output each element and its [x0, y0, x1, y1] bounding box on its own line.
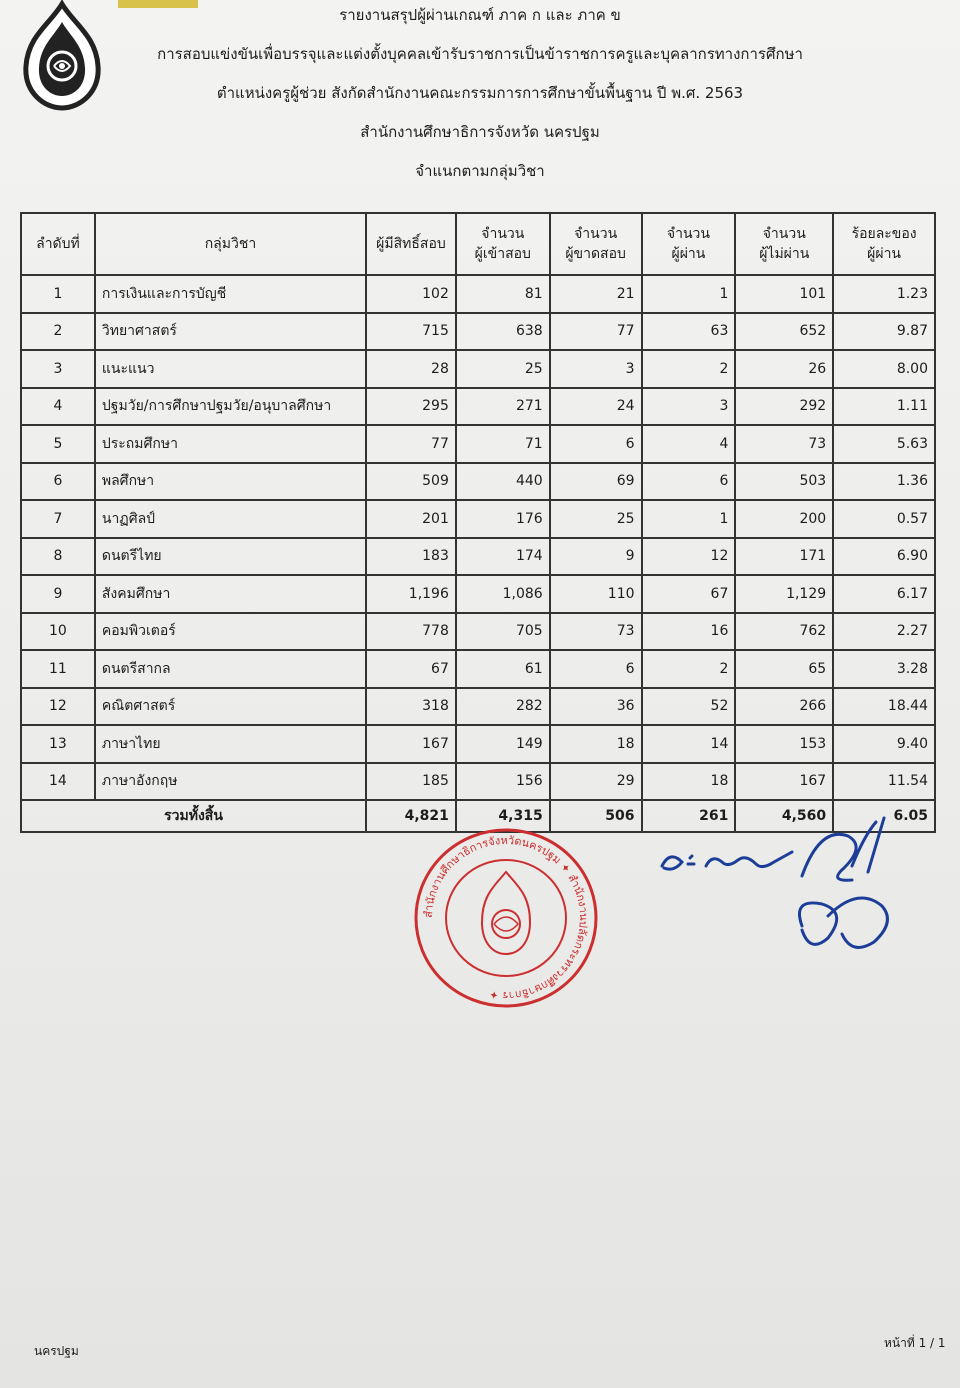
cell-subject: ภาษาอังกฤษ — [95, 763, 366, 801]
cell-eligible: 183 — [366, 538, 456, 576]
cell-eligible: 318 — [366, 688, 456, 726]
cell-eligible: 167 — [366, 725, 456, 763]
cell-subject: คณิตศาสตร์ — [95, 688, 366, 726]
cell-failed: 26 — [735, 350, 833, 388]
cell-eligible: 185 — [366, 763, 456, 801]
cell-eligible: 715 — [366, 313, 456, 351]
table-row — [21, 500, 935, 538]
table-row — [21, 575, 935, 613]
cell-failed: 65 — [735, 650, 833, 688]
table-row — [21, 425, 935, 463]
cell-failed: 167 — [735, 763, 833, 801]
cell-seq: 12 — [21, 688, 95, 726]
footer-province: นครปฐม — [34, 1344, 79, 1358]
total-absent: 506 — [550, 800, 642, 832]
cell-attended: 174 — [456, 538, 550, 576]
cell-pass-percent: 1.23 — [833, 275, 935, 313]
table-row — [21, 650, 935, 688]
cell-eligible: 67 — [366, 650, 456, 688]
official-seal-stamp — [412, 826, 600, 1010]
svg-text:สำนักงานศึกษาธิการจังหวัดนครปฐ: สำนักงานศึกษาธิการจังหวัดนครปฐม ✦ สำนักงานปลัดกระทรวงศึกษาธิการ ✦ — [421, 833, 591, 1003]
cell-seq: 11 — [21, 650, 95, 688]
cell-passed: 2 — [642, 350, 736, 388]
cell-seq: 10 — [21, 613, 95, 651]
report-office: สำนักงานศึกษาธิการจังหวัด นครปฐม — [360, 123, 600, 141]
cell-absent: 6 — [550, 425, 642, 463]
cell-pass-percent: 6.90 — [833, 538, 935, 576]
table-row — [21, 463, 935, 501]
summary-table — [20, 212, 936, 833]
report-title: รายงานสรุปผู้ผ่านเกณฑ์ ภาค ก และ ภาค ข — [339, 6, 621, 24]
cell-attended: 440 — [456, 463, 550, 501]
total-failed: 4,560 — [735, 800, 833, 832]
cell-passed: 4 — [642, 425, 736, 463]
table-row — [21, 388, 935, 426]
cell-eligible: 102 — [366, 275, 456, 313]
cell-subject: ปฐมวัย/การศึกษาปฐมวัย/อนุบาลศึกษา — [95, 388, 366, 426]
table-row — [21, 613, 935, 651]
cell-absent: 9 — [550, 538, 642, 576]
cell-pass-percent: 8.00 — [833, 350, 935, 388]
cell-subject: ประถมศึกษา — [95, 425, 366, 463]
col-header-attended: จำนวน ผู้เข้าสอบ — [456, 213, 550, 275]
cell-absent: 29 — [550, 763, 642, 801]
cell-absent: 3 — [550, 350, 642, 388]
col-header-seq: ลำดับที่ — [21, 213, 95, 275]
cell-failed: 292 — [735, 388, 833, 426]
cell-passed: 6 — [642, 463, 736, 501]
cell-attended: 81 — [456, 275, 550, 313]
cell-subject: การเงินและการบัญชี — [95, 275, 366, 313]
cell-subject: สังคมศึกษา — [95, 575, 366, 613]
cell-failed: 153 — [735, 725, 833, 763]
cell-passed: 18 — [642, 763, 736, 801]
col-header-absent: จำนวน ผู้ขาดสอบ — [550, 213, 642, 275]
ministry-emblem-icon — [14, 0, 110, 112]
table-row — [21, 538, 935, 576]
cell-attended: 1,086 — [456, 575, 550, 613]
cell-subject: ดนตรีสากล — [95, 650, 366, 688]
cell-failed: 200 — [735, 500, 833, 538]
cell-passed: 52 — [642, 688, 736, 726]
cell-failed: 762 — [735, 613, 833, 651]
footer-page-number: หน้าที่ 1 / 1 — [884, 1336, 946, 1350]
total-eligible: 4,821 — [366, 800, 456, 832]
table-row — [21, 275, 935, 313]
cell-passed: 1 — [642, 275, 736, 313]
cell-absent: 73 — [550, 613, 642, 651]
cell-eligible: 295 — [366, 388, 456, 426]
cell-pass-percent: 1.36 — [833, 463, 935, 501]
cell-seq: 1 — [21, 275, 95, 313]
cell-pass-percent: 2.27 — [833, 613, 935, 651]
cell-attended: 282 — [456, 688, 550, 726]
cell-absent: 21 — [550, 275, 642, 313]
cell-passed: 3 — [642, 388, 736, 426]
cell-eligible: 778 — [366, 613, 456, 651]
cell-subject: แนะแนว — [95, 350, 366, 388]
cell-passed: 14 — [642, 725, 736, 763]
cell-passed: 12 — [642, 538, 736, 576]
cell-absent: 36 — [550, 688, 642, 726]
cell-eligible: 509 — [366, 463, 456, 501]
cell-eligible: 201 — [366, 500, 456, 538]
cell-pass-percent: 5.63 — [833, 425, 935, 463]
cell-absent: 18 — [550, 725, 642, 763]
cell-absent: 24 — [550, 388, 642, 426]
cell-passed: 16 — [642, 613, 736, 651]
cell-eligible: 1,196 — [366, 575, 456, 613]
table-body — [21, 275, 935, 800]
cell-subject: ภาษาไทย — [95, 725, 366, 763]
report-subtitle: การสอบแข่งขันเพื่อบรรจุและแต่งตั้งบุคคลเข้ารับราชการเป็นข้าราชการครูและบุคลากรทางการศึกษา — [157, 45, 803, 63]
table-row — [21, 725, 935, 763]
cell-seq: 8 — [21, 538, 95, 576]
cell-pass-percent: 18.44 — [833, 688, 935, 726]
cell-pass-percent: 9.87 — [833, 313, 935, 351]
cell-seq: 7 — [21, 500, 95, 538]
cell-seq: 14 — [21, 763, 95, 801]
cell-attended: 61 — [456, 650, 550, 688]
cell-attended: 638 — [456, 313, 550, 351]
col-header-pass-percent: ร้อยละของ ผู้ผ่าน — [833, 213, 935, 275]
table-row — [21, 688, 935, 726]
cell-subject: พลศึกษา — [95, 463, 366, 501]
cell-seq: 13 — [21, 725, 95, 763]
cell-passed: 63 — [642, 313, 736, 351]
cell-pass-percent: 1.11 — [833, 388, 935, 426]
signature — [652, 806, 912, 956]
cell-absent: 77 — [550, 313, 642, 351]
table-row — [21, 350, 935, 388]
cell-pass-percent: 3.28 — [833, 650, 935, 688]
col-header-passed: จำนวน ผู้ผ่าน — [642, 213, 736, 275]
cell-failed: 266 — [735, 688, 833, 726]
cell-subject: ดนตรีไทย — [95, 538, 366, 576]
cell-passed: 2 — [642, 650, 736, 688]
cell-attended: 25 — [456, 350, 550, 388]
report-position: ตำแหน่งครูผู้ช่วย สังกัดสำนักงานคณะกรรมการการศึกษาขั้นพื้นฐาน ปี พ.ศ. 2563 — [216, 84, 744, 102]
cell-pass-percent: 6.17 — [833, 575, 935, 613]
col-header-eligible: ผู้มีสิทธิ์สอบ — [366, 213, 456, 275]
cell-pass-percent: 11.54 — [833, 763, 935, 801]
cell-attended: 156 — [456, 763, 550, 801]
total-label: รวมทั้งสิ้น — [21, 800, 366, 832]
cell-attended: 271 — [456, 388, 550, 426]
cell-subject: วิทยาศาสตร์ — [95, 313, 366, 351]
col-header-subject: กลุ่มวิชา — [95, 213, 366, 275]
cell-failed: 503 — [735, 463, 833, 501]
table-row — [21, 313, 935, 351]
cell-absent: 69 — [550, 463, 642, 501]
cell-passed: 1 — [642, 500, 736, 538]
cell-seq: 3 — [21, 350, 95, 388]
total-passed: 261 — [642, 800, 736, 832]
cell-attended: 149 — [456, 725, 550, 763]
cell-eligible: 28 — [366, 350, 456, 388]
col-header-failed: จำนวน ผู้ไม่ผ่าน — [735, 213, 833, 275]
total-attended: 4,315 — [456, 800, 550, 832]
cell-pass-percent: 0.57 — [833, 500, 935, 538]
cell-seq: 2 — [21, 313, 95, 351]
cell-absent: 25 — [550, 500, 642, 538]
cell-attended: 176 — [456, 500, 550, 538]
cell-failed: 1,129 — [735, 575, 833, 613]
cell-failed: 101 — [735, 275, 833, 313]
cell-eligible: 77 — [366, 425, 456, 463]
cell-seq: 4 — [21, 388, 95, 426]
cell-seq: 5 — [21, 425, 95, 463]
cell-passed: 67 — [642, 575, 736, 613]
cell-failed: 652 — [735, 313, 833, 351]
total-pass-percent: 6.05 — [833, 800, 935, 832]
cell-attended: 71 — [456, 425, 550, 463]
report-grouping: จำแนกตามกลุ่มวิชา — [415, 162, 545, 180]
cell-subject: นาฏศิลป์ — [95, 500, 366, 538]
cell-absent: 110 — [550, 575, 642, 613]
cell-attended: 705 — [456, 613, 550, 651]
cell-failed: 171 — [735, 538, 833, 576]
cell-subject: คอมพิวเตอร์ — [95, 613, 366, 651]
cell-absent: 6 — [550, 650, 642, 688]
cell-seq: 6 — [21, 463, 95, 501]
cell-pass-percent: 9.40 — [833, 725, 935, 763]
cell-seq: 9 — [21, 575, 95, 613]
cell-failed: 73 — [735, 425, 833, 463]
table-row — [21, 763, 935, 801]
document-header — [130, 4, 830, 199]
table-header-row — [21, 213, 935, 275]
